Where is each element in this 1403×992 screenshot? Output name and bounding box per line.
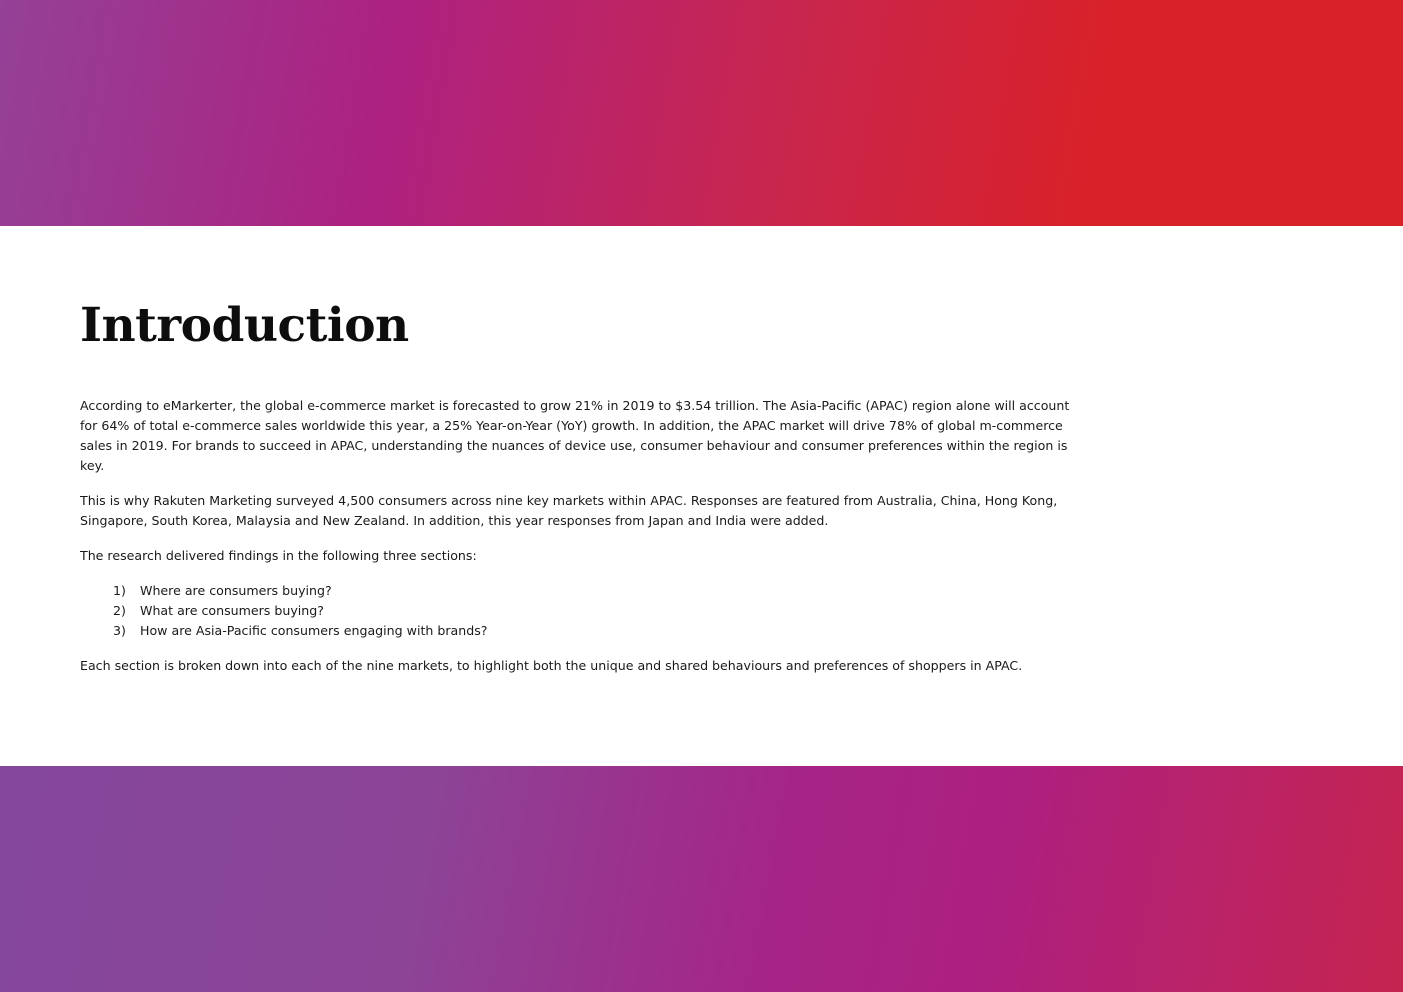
list-item-number: 2)	[113, 603, 126, 618]
list-item	[80, 621, 1080, 641]
intro-paragraph-market-forecast: According to eMarkerter, the global e-commerce market is forecasted to grow 21% in 2019 to $3.54 trillion. The Asia-Pacific (APAC) region alone will account for 64% of total e-commerce sales worldwide this year, a 25% Year-on-Year (YoY) growth. In addition, the APAC market will drive 78% of global m-commerce sales in 2019. For brands to succeed in APAC, understanding the nuances of device use, consumer behaviour and consumer preferences within the region is key.	[80, 398, 1070, 473]
sections-list	[80, 581, 1080, 641]
header-gradient-band	[0, 0, 1403, 226]
list-item-number: 1)	[113, 583, 126, 598]
list-item-text: What are consumers buying?	[140, 603, 324, 618]
intro-paragraph-survey: This is why Rakuten Marketing surveyed 4,500 consumers across nine key markets within APAC. Responses are featured from Australia, China, Hong Kong, Singapore, South Korea, Malaysia and New Zealand. In addition, this year responses from Japan and India were added.	[80, 493, 1058, 528]
list-item	[80, 581, 1080, 601]
intro-paragraph-closing: Each section is broken down into each of the nine markets, to highlight both the unique and shared behaviours and preferences of shoppers in APAC.	[80, 658, 1023, 673]
intro-paragraph-sections-lead: The research delivered findings in the following three sections:	[80, 548, 477, 563]
list-item-number: 3)	[113, 623, 126, 638]
footer-gradient-band	[0, 766, 1403, 992]
page-title: Introduction	[80, 298, 409, 353]
main-content	[80, 296, 1080, 676]
list-item-text: Where are consumers buying?	[140, 583, 332, 598]
list-item-text: How are Asia-Pacific consumers engaging with brands?	[140, 623, 488, 638]
list-item	[80, 601, 1080, 621]
